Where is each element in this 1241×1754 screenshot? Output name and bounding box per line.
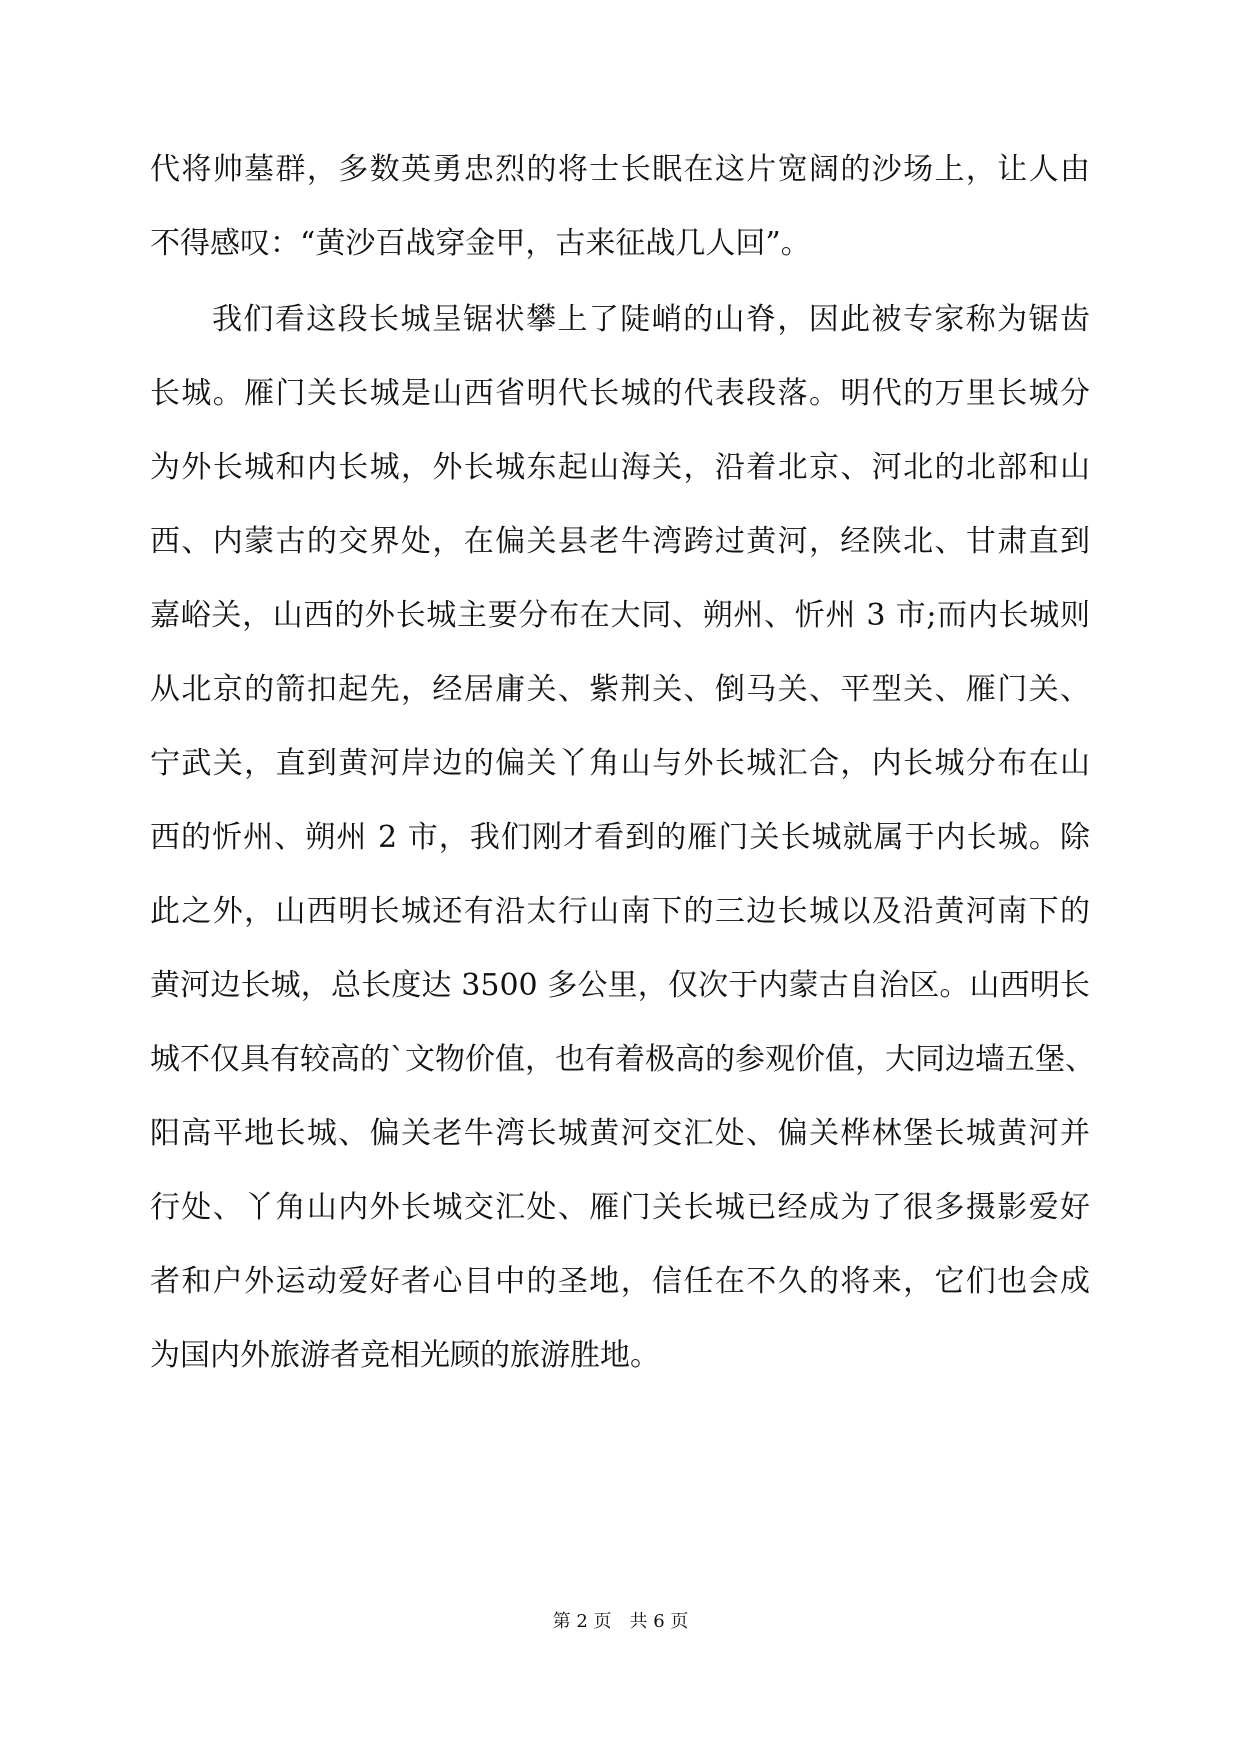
paragraph-line: 行处、丫角山内外长城交汇处、雁门关长城已经成为了很多摄影爱好 — [150, 1190, 1090, 1225]
paragraph-line: 嘉峪关，山西的外长城主要分布在大同、朔州、忻州 3 市;而内长城则 — [150, 598, 1090, 633]
paragraph-line: 城不仅具有较高的`文物价值，也有着极高的参观价值，大同边墙五堡、 — [150, 1042, 1095, 1077]
paragraph-line: 西、内蒙古的交界处，在偏关县老牛湾跨过黄河，经陕北、甘肃直到 — [150, 524, 1090, 559]
paragraph-line: 从北京的箭扣起先，经居庸关、紫荆关、倒马关、平型关、雁门关、 — [150, 672, 1090, 707]
page-number: 第 2 页 — [552, 1611, 612, 1632]
paragraph-line: 宁武关，直到黄河岸边的偏关丫角山与外长城汇合，内长城分布在山 — [150, 746, 1090, 781]
paragraph-line: 为国内外旅游者竞相光顾的旅游胜地。 — [150, 1338, 660, 1373]
paragraph-line: 我们看这段长城呈锯状攀上了陡峭的山脊，因此被专家称为锯齿 — [212, 302, 1090, 337]
paragraph-line: 黄河边长城，总长度达 3500 多公里，仅次于内蒙古自治区。山西明长 — [150, 968, 1090, 1003]
paragraph-line: 者和户外运动爱好者心目中的圣地，信任在不久的将来，它们也会成 — [150, 1264, 1090, 1299]
paragraph-line: 此之外，山西明长城还有沿太行山南下的三边长城以及沿黄河南下的 — [150, 894, 1090, 929]
page-total: 共 6 页 — [629, 1611, 689, 1632]
paragraph-line: 代将帅墓群，多数英勇忠烈的将士长眠在这片宽阔的沙场上，让人由 — [150, 152, 1090, 187]
paragraph-line: 不得感叹：“黄沙百战穿金甲，古来征战几人回”。 — [150, 226, 811, 261]
paragraph-line: 长城。雁门关长城是山西省明代长城的代表段落。明代的万里长城分 — [150, 376, 1090, 411]
paragraph-line: 阳高平地长城、偏关老牛湾长城黄河交汇处、偏关桦林堡长城黄河并 — [150, 1116, 1090, 1151]
paragraph-line: 西的忻州、朔州 2 市，我们刚才看到的雁门关长城就属于内长城。除 — [150, 820, 1090, 855]
page-footer — [0, 1607, 1241, 1637]
paragraph-line: 为外长城和内长城，外长城东起山海关，沿着北京、河北的北部和山 — [150, 450, 1090, 485]
